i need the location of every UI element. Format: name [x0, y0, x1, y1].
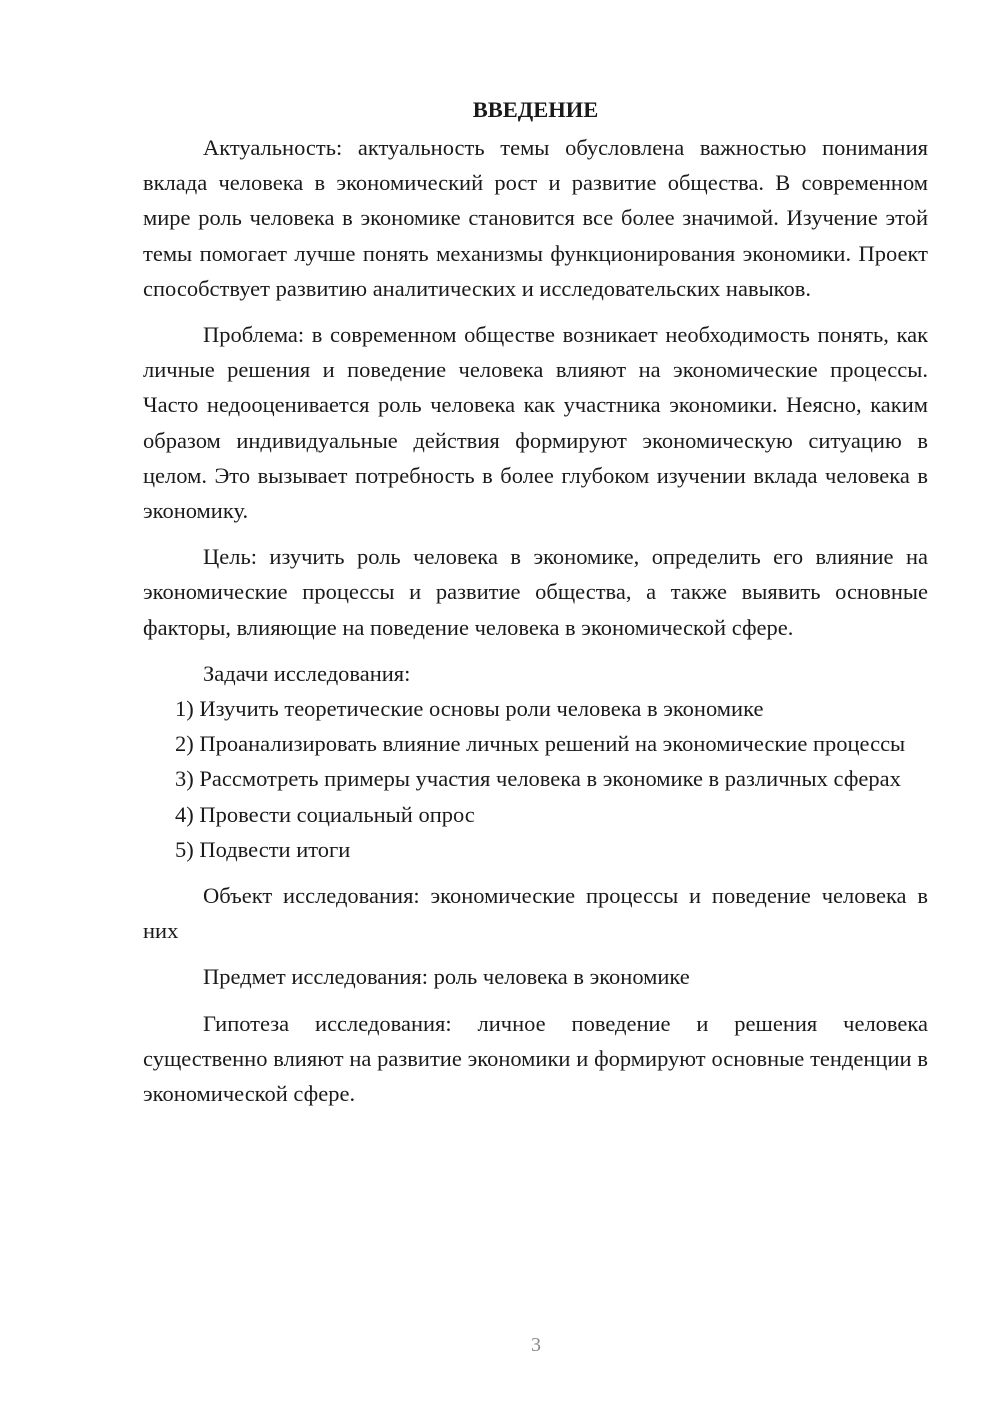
tasks-list: [143, 691, 928, 867]
page-number: 3: [531, 1334, 541, 1356]
paragraph-goal: Цель: изучить роль человека в экономике, определить его влияние на экономические процессы и развитие общества, а также выявить основные факторы, влияющие на поведение человека в экономической сфере.: [143, 544, 928, 640]
task-item: 3) Рассмотреть примеры участия человека в экономике в различных сферах: [175, 766, 901, 792]
document-page: [143, 92, 928, 1111]
task-item: 1) Изучить теоретические основы роли человека в экономике: [175, 696, 764, 722]
task-item: 5) Подвести итоги: [175, 836, 351, 862]
task-item: 4) Провести социальный опрос: [175, 801, 475, 827]
paragraph-hypothesis: Гипотеза исследования: личное поведение и решения человека существенно влияют на развитие экономики и формируют основные тенденции в экономической сфере.: [143, 1010, 928, 1107]
paragraph-problem: Проблема: в современном обществе возникает необходимость понять, как личные решения и поведение человека влияют на экономические процессы. Часто недооценивается роль человека как участника экономики. Неясно, каким образом индивидуальные действия формируют экономическую ситуацию в целом. Это вызывает потребность в более глубоком изучении вклада человека в экономику.: [143, 322, 928, 524]
paragraph-subject: Предмет исследования: роль человека в экономике: [203, 964, 690, 990]
paragraph-relevance: Актуальность: актуальность темы обусловлена важностью понимания вклада человека в экономический рост и развитие общества. В современном мире роль человека в экономике становится все более значимой. Изучение этой темы помогает лучше понять механизмы функционирования экономики. Проект способствует развитию аналитических и исследовательских навыков.: [143, 135, 928, 301]
tasks-heading: Задачи исследования:: [203, 660, 411, 686]
paragraph-object: Объект исследования: экономические процессы и поведение человека в них: [143, 883, 928, 944]
task-item: 2) Проанализировать влияние личных решений на экономические процессы: [175, 731, 906, 757]
section-title: ВВЕДЕНИЕ: [472, 97, 599, 122]
